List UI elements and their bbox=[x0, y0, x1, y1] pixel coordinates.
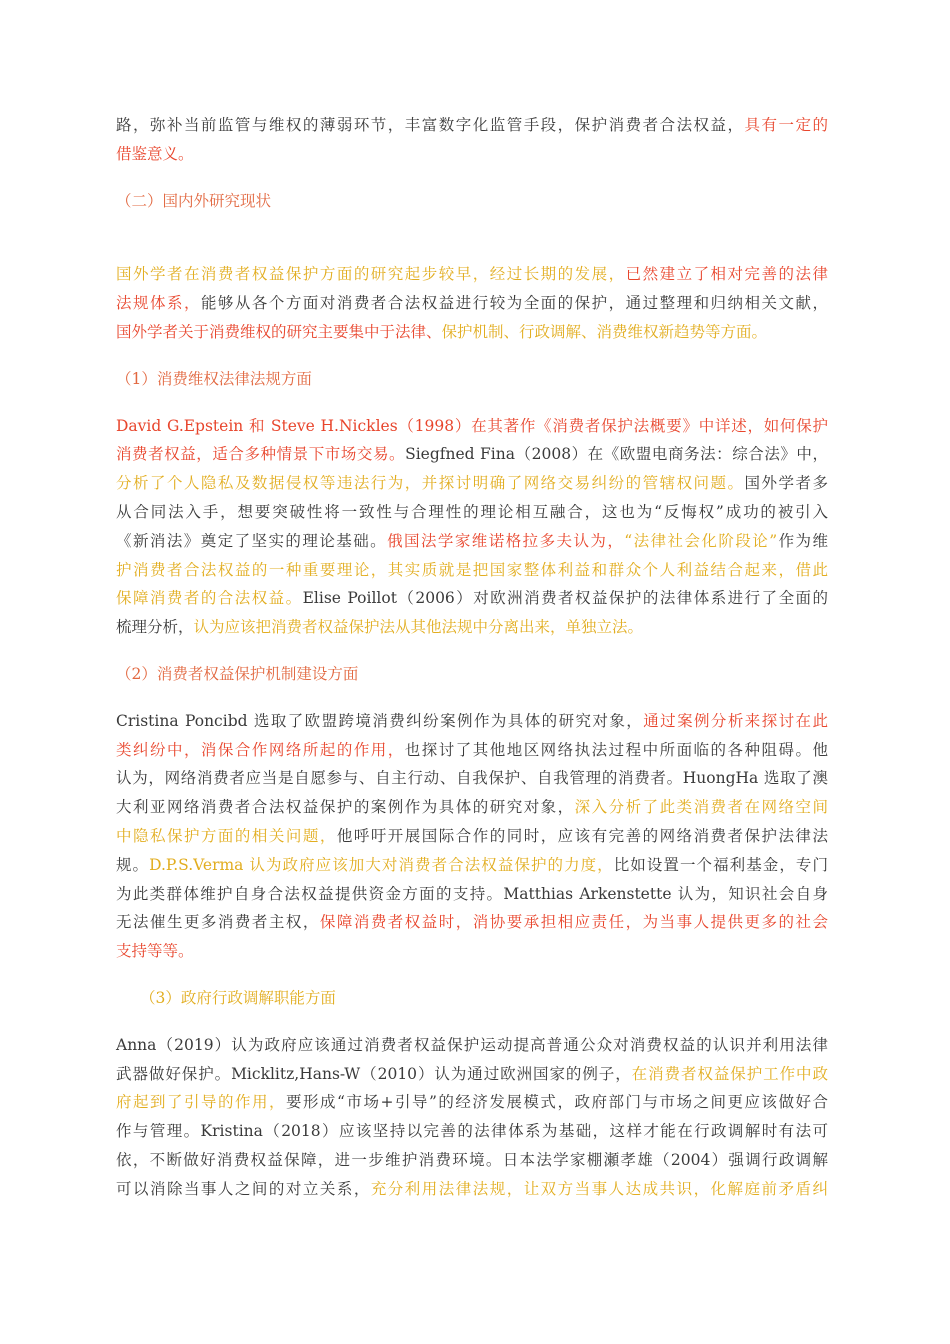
text-line bbox=[116, 556, 828, 585]
body-paragraph bbox=[116, 260, 828, 346]
text-line bbox=[116, 498, 828, 527]
text-line bbox=[116, 1060, 828, 1089]
highlighted-text-segment: 类纠纷中，消保合作网络所起的作用， bbox=[116, 740, 405, 759]
text-segment: 梳理分析， bbox=[116, 618, 194, 637]
text-segment: 规。 bbox=[116, 855, 150, 874]
text-line bbox=[116, 707, 828, 736]
highlighted-text-segment: 法规体系， bbox=[116, 294, 201, 313]
highlighted-text-segment: 通过案例分析来探讨在此 bbox=[643, 711, 828, 730]
highlighted-text-segment: D.P.S.Verma 认为政府应该加大对消费者合法权益保护的力度， bbox=[149, 855, 614, 874]
text-line bbox=[116, 851, 828, 880]
text-line bbox=[116, 111, 828, 140]
highlighted-text-segment: 借鉴意义。 bbox=[116, 144, 194, 163]
highlighted-text-segment: 认为应该把消费者权益保护法从其他法规中分离出来，单独立法。 bbox=[193, 618, 644, 637]
text-segment: 从合同法入手，想要突破性将一致性与合理性的理论相互融合，这也为“反悔权”成功的被引入 bbox=[116, 502, 828, 521]
text-line bbox=[116, 822, 828, 851]
highlighted-text-segment: 俄国法学家维诺格拉多夫认为， bbox=[387, 531, 625, 550]
text-segment: 作与管理。Kristina（2018）应该坚持以完善的法律体系为基础，这样才能在行政调解时有法可 bbox=[116, 1122, 828, 1141]
highlighted-text-segment: 具有一定的 bbox=[744, 116, 828, 134]
highlighted-text-segment: 消费者权益，适合多种情景下市场交易。 bbox=[116, 445, 406, 464]
highlighted-text-segment: 已然建立了相对完善的法律 bbox=[625, 265, 828, 284]
text-line bbox=[116, 660, 828, 689]
highlighted-text-segment: 支持等等。 bbox=[116, 942, 194, 961]
text-line bbox=[116, 1031, 828, 1060]
text-line bbox=[116, 584, 828, 613]
text-line bbox=[116, 937, 828, 966]
text-line bbox=[116, 469, 828, 498]
text-segment: 他呼吁开展国际合作的同时，应该有完善的网络消费者保护法律法 bbox=[336, 826, 828, 845]
text-line bbox=[116, 793, 828, 822]
text-segment: Cristina Poncibd 选取了欧盟跨境消费纠纷案例作为具体的研究对象， bbox=[116, 711, 644, 730]
text-line bbox=[116, 187, 828, 216]
text-line bbox=[116, 736, 828, 765]
highlighted-text-segment: 保障消费者权益时，消协要承担相应责任，为当事人提供更多的社会 bbox=[319, 913, 828, 932]
section-heading bbox=[116, 984, 828, 1013]
highlighted-text-segment: 深入分析了此类消费者在网络空间 bbox=[574, 798, 828, 817]
text-segment: 路，弥补当前监管与维权的薄弱环节，丰富数字化监管手段，保护消费者合法权益， bbox=[116, 116, 745, 134]
text-line bbox=[116, 1117, 828, 1146]
highlighted-text-segment: 充分利用法律法规，让双方当事人达成共识，化解庭前矛盾纠 bbox=[370, 1179, 828, 1198]
section-heading bbox=[116, 660, 828, 689]
body-paragraph bbox=[116, 707, 828, 966]
text-line bbox=[116, 289, 828, 318]
text-segment: 能够从各个方面对消费者合法权益进行较为全面的保护，通过整理和归纳相关文献， bbox=[200, 294, 828, 313]
highlighted-text-segment: 保障消费者的合法权益。 bbox=[116, 589, 303, 608]
text-line bbox=[116, 440, 828, 469]
section-heading bbox=[116, 365, 828, 394]
document-page bbox=[116, 111, 828, 1222]
text-segment: Elise Poillot（2006）对欧洲消费者权益保护的法律体系进行了全面的 bbox=[302, 589, 828, 608]
highlighted-text-segment: 分析了个人隐私及数据侵权等违法行为，并探讨明确了网络交易纠纷的管辖权问题。 bbox=[116, 474, 745, 493]
highlighted-text-segment: （2）消费者权益保护机制建设方面 bbox=[116, 664, 359, 683]
highlighted-text-segment: 国外学者在消费者权益保护方面的研究起步较早，经过长期的发展， bbox=[116, 265, 626, 284]
highlighted-text-segment: “法律社会化阶段论” bbox=[624, 531, 778, 550]
body-paragraph bbox=[116, 412, 828, 642]
text-line bbox=[116, 527, 828, 556]
text-segment: 要形成“市场+引导”的经济发展模式，政府部门与市场之间更应该做好合 bbox=[286, 1093, 828, 1112]
text-segment: 依，不断做好消费权益保障，进一步维护消费环境。日本法学家棚瀬孝雄（2004）强调行政调解 bbox=[116, 1150, 828, 1169]
text-line bbox=[116, 764, 828, 793]
text-segment: 武器做好保护。Micklitz,Hans-W（2010）认为通过欧洲国家的例子， bbox=[116, 1064, 632, 1083]
highlighted-text-segment: 府起到了引导的作用， bbox=[116, 1093, 287, 1112]
text-segment: Anna（2019）认为政府应该通过消费者权益保护运动提高普通公众对消费权益的认识并利用法律 bbox=[116, 1035, 828, 1054]
text-segment: 作为维 bbox=[777, 531, 828, 550]
text-segment: 《新消法》奠定了坚实的理论基础。 bbox=[116, 531, 388, 550]
text-line bbox=[140, 984, 828, 1013]
text-segment: 无法催生更多消费者主权， bbox=[116, 913, 320, 932]
text-line bbox=[116, 1175, 828, 1204]
text-line bbox=[116, 908, 828, 937]
body-paragraph bbox=[116, 1031, 828, 1204]
body-paragraph bbox=[116, 111, 828, 169]
text-line bbox=[116, 613, 828, 642]
text-segment: 国外学者多 bbox=[744, 474, 828, 493]
text-line bbox=[116, 1088, 828, 1117]
highlighted-text-segment: 保护机制、行政调解、消费维权新趋势等方面。 bbox=[441, 322, 768, 341]
highlighted-text-segment: 中隐私保护方面的相关问题， bbox=[116, 826, 337, 845]
section-heading bbox=[116, 187, 828, 216]
highlighted-text-segment: （二）国内外研究现状 bbox=[116, 191, 272, 210]
highlighted-text-segment: （3）政府行政调解职能方面 bbox=[140, 988, 336, 1007]
text-segment: Siegfned Fina（2008）在《欧盟电商务法：综合法》中， bbox=[405, 445, 828, 464]
text-line bbox=[116, 365, 828, 394]
text-segment: 也探讨了其他地区网络执法过程中所面临的各种阻碍。他 bbox=[404, 740, 828, 759]
highlighted-text-segment: 护消费者合法权益的一种重要理论，其实质就是把国家整体利益和群众个人利益结合起来，借此 bbox=[116, 560, 828, 579]
text-line bbox=[116, 140, 828, 169]
text-segment: 为此类群体维护自身合法权益提供资金方面的支持。Matthias Arkenstette 认为，知识社会自身 bbox=[116, 884, 828, 903]
text-segment: 可以消除当事人之间的对立关系， bbox=[116, 1179, 371, 1198]
text-line bbox=[116, 1146, 828, 1175]
highlighted-text-segment: （1）消费维权法律法规方面 bbox=[116, 369, 312, 388]
text-segment: 认为，网络消费者应当是自愿参与、自主行动、自我保护、自我管理的消费者。HuongHa 选取了澳 bbox=[116, 769, 828, 788]
text-line bbox=[116, 880, 828, 909]
highlighted-text-segment: David G.Epstein 和 Steve H.Nickles（1998）在其著作《消费者保护法概要》中详述，如何保护 bbox=[116, 416, 828, 435]
text-segment: 比如设置一个福利基金，专门 bbox=[613, 855, 828, 874]
text-line bbox=[116, 318, 828, 347]
text-line bbox=[116, 412, 828, 441]
highlighted-text-segment: 国外学者关于消费维权的研究主要集中于法律、 bbox=[116, 322, 442, 341]
text-line bbox=[116, 260, 828, 289]
highlighted-text-segment: 在消费者权益保护工作中政 bbox=[631, 1064, 828, 1083]
text-segment: 大利亚网络消费者合法权益保护的案例作为具体的研究对象， bbox=[116, 798, 575, 817]
